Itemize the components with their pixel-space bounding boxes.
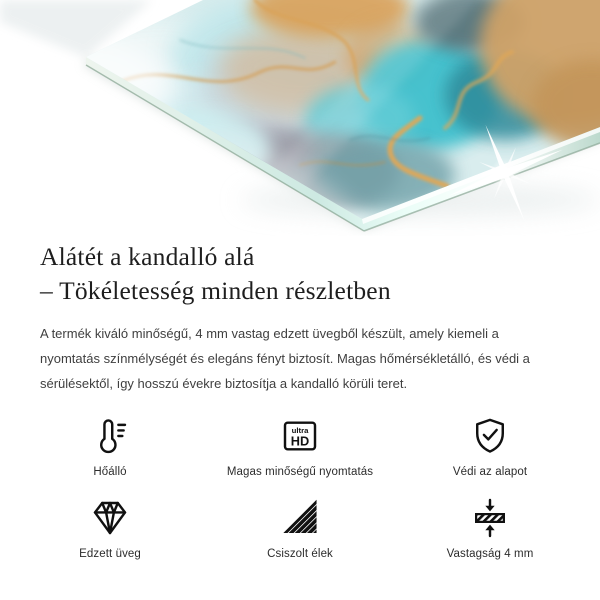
ultra-hd-icon-text-bottom: HD	[290, 433, 310, 449]
page-title-line1: Alátét a kandalló alá	[40, 242, 255, 271]
feature-print-quality	[205, 416, 395, 478]
ultra-hd-icon-text-top: ultra	[291, 426, 309, 436]
thickness-icon	[470, 498, 510, 538]
product-photo	[0, 0, 600, 236]
feature-label: Edzett üveg	[79, 548, 141, 560]
feature-label: Csiszolt élek	[267, 548, 333, 560]
feature-base-protection	[395, 416, 585, 478]
page-title	[40, 240, 560, 308]
feature-thickness	[395, 498, 585, 560]
feature-label: Vastagság 4 mm	[446, 548, 534, 560]
ultra-hd-icon	[280, 416, 320, 456]
thermometer-icon	[90, 416, 130, 456]
page-title-line2: – Tökéletesség minden részletben	[40, 276, 391, 305]
diamond-icon	[90, 498, 130, 538]
feature-label: Hőálló	[93, 466, 127, 478]
feature-grid	[15, 416, 585, 560]
feature-tempered-glass	[15, 498, 205, 560]
shield-check-icon	[470, 416, 510, 456]
feature-heat-resistant	[15, 416, 205, 478]
glass-panel-art	[0, 0, 600, 236]
polished-edges-icon	[280, 498, 320, 538]
product-details-section	[0, 240, 600, 560]
product-description: A termék kiváló minőségű, 4 mm vastag edzett üvegből készült, amely kiemeli a nyomtatás színmélységét és elegáns fényt biztosít. Magas hőmérsékletálló, és védi a sérülésektől, így hosszú évekre biztosítja a kandalló körüli teret.	[40, 326, 530, 391]
feature-label: Védi az alapot	[452, 466, 528, 478]
feature-label: Magas minőségű nyomtatás	[226, 466, 374, 478]
feature-polished-edges	[205, 498, 395, 560]
